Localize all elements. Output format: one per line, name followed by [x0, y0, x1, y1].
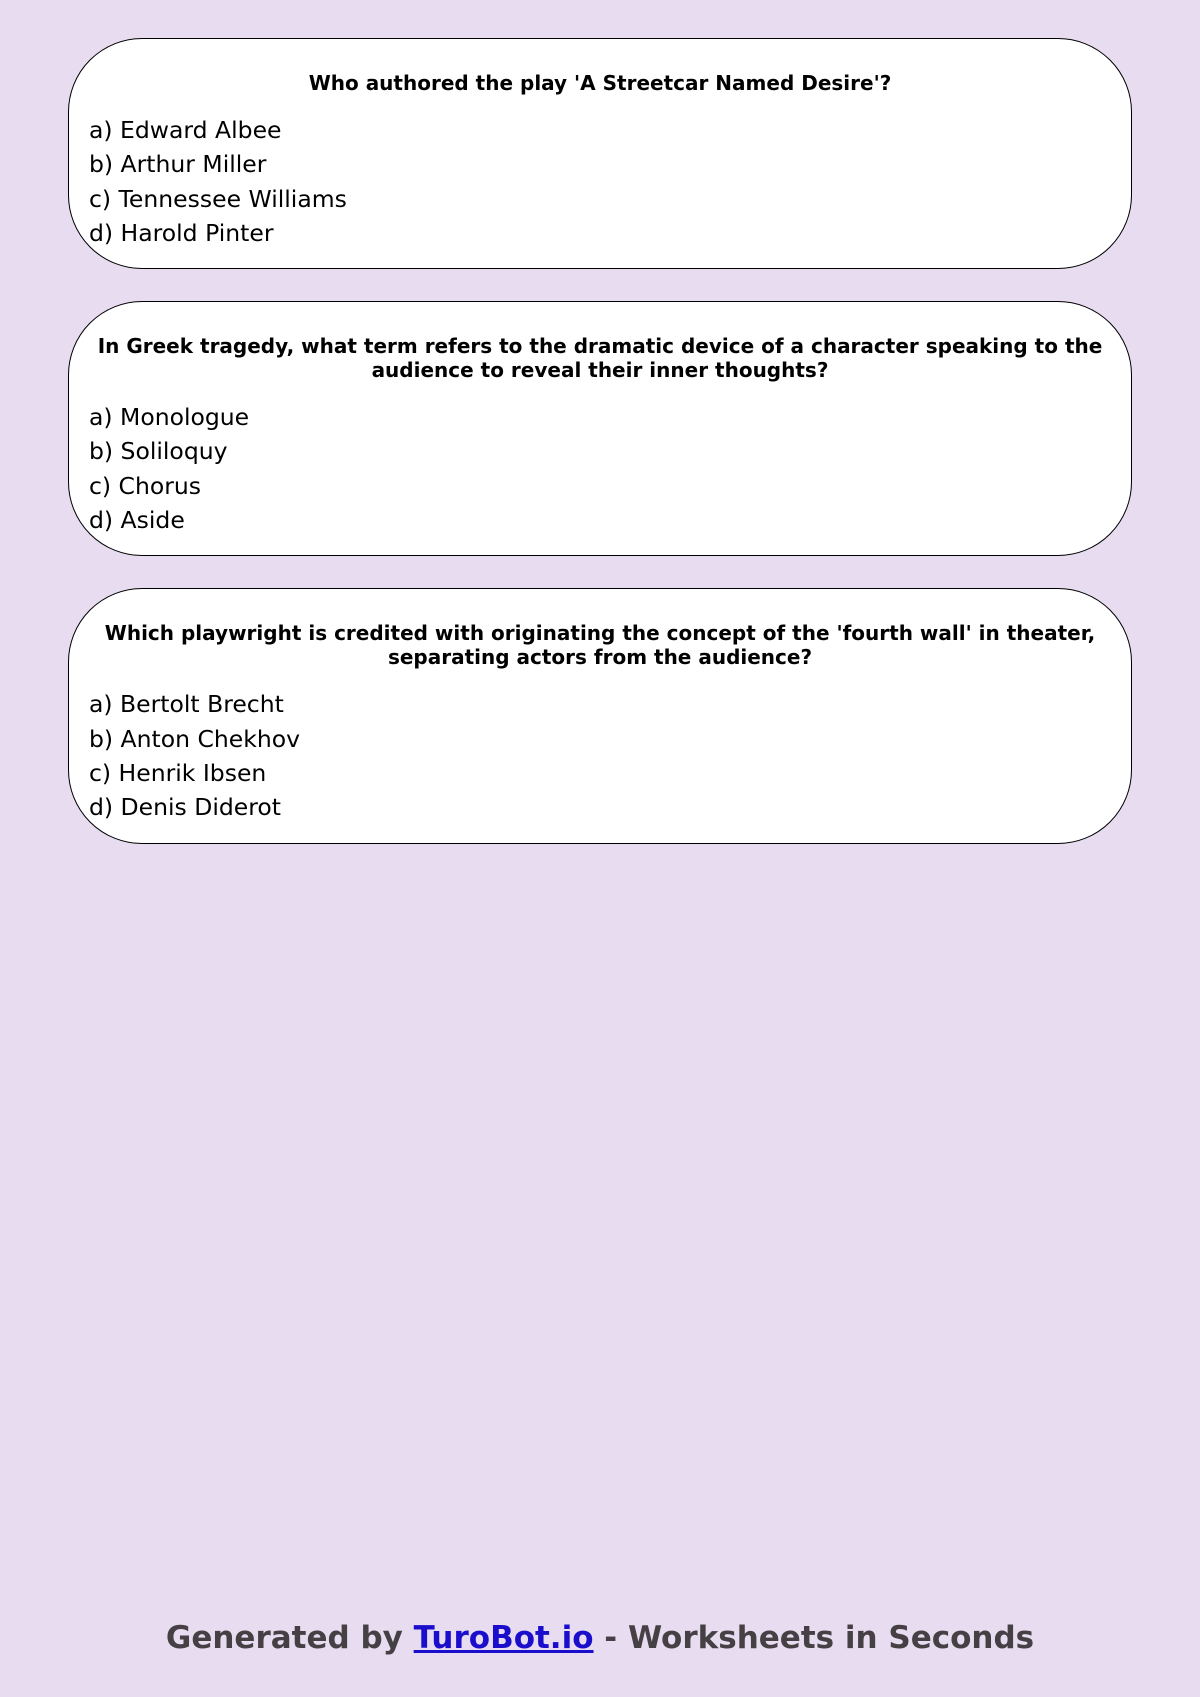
answer-options: [89, 113, 1111, 250]
question-text: In Greek tragedy, what term refers to the dramatic device of a character speaking to the audience to reveal their inner thoughts?: [97, 334, 1103, 383]
question-list: [68, 38, 1132, 876]
answer-options: [89, 400, 1111, 537]
answer-option-b: b) Arthur Miller: [89, 150, 267, 179]
question-text: Which playwright is credited with originating the concept of the 'fourth wall' in theater, separating actors from the audience?: [104, 621, 1096, 670]
question-card-1: [68, 38, 1132, 269]
answer-option-c: c) Tennessee Williams: [89, 184, 347, 213]
answer-option-c: c) Henrik Ibsen: [89, 758, 267, 787]
answer-options: [89, 687, 1111, 824]
answer-option-c: c) Chorus: [89, 471, 202, 500]
question-card-2: [68, 301, 1132, 556]
answer-option-b: b) Soliloquy: [89, 437, 228, 466]
footer-prefix: Generated by: [165, 1620, 414, 1656]
answer-option-a: a) Monologue: [89, 403, 250, 432]
answer-option-b: b) Anton Chekhov: [89, 724, 301, 753]
footer-credit: [0, 1618, 1200, 1658]
answer-option-d: d) Aside: [89, 506, 185, 535]
question-text: Who authored the play 'A Streetcar Named Desire'?: [308, 71, 892, 95]
answer-option-d: d) Harold Pinter: [89, 218, 274, 247]
answer-option-a: a) Edward Albee: [89, 116, 282, 144]
answer-option-a: a) Bertolt Brecht: [89, 690, 284, 719]
question-card-3: [68, 588, 1132, 843]
turobot-link[interactable]: TuroBot.io: [413, 1620, 594, 1656]
footer-suffix: - Worksheets in Seconds: [593, 1620, 1035, 1656]
answer-option-d: d) Denis Diderot: [89, 793, 281, 822]
